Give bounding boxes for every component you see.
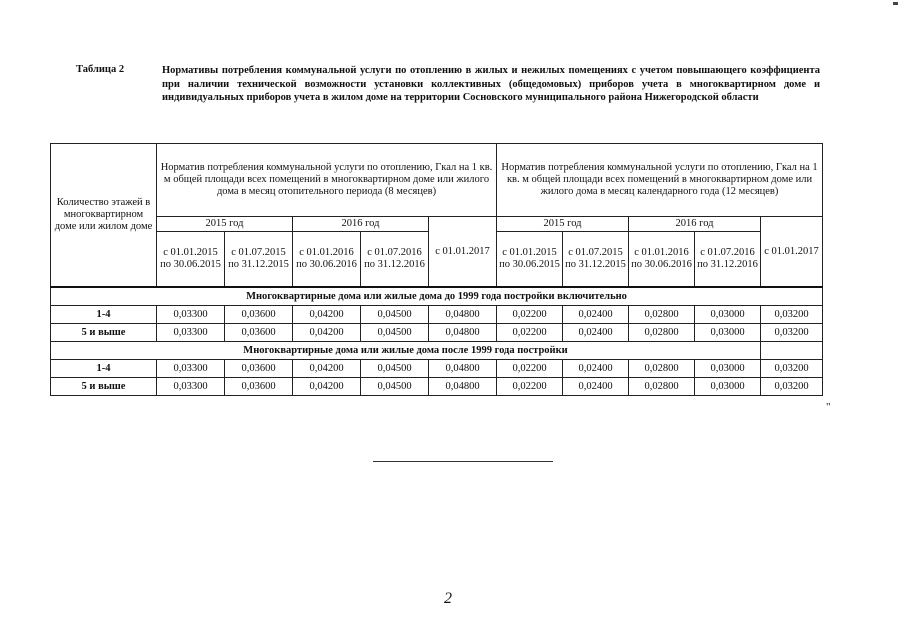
section-empty-cell (761, 342, 823, 360)
value-cell: 0,03300 (157, 378, 225, 396)
period-header: с 01.07.2016 по 31.12.2016 (361, 232, 429, 288)
period-header: с 01.01.2016 по 30.06.2016 (629, 232, 695, 288)
table-caption-label: Таблица 2 (76, 64, 125, 75)
value-cell: 0,03600 (225, 378, 293, 396)
floors-cell: 1-4 (51, 306, 157, 324)
period-2017-header-b: с 01.01.2017 (761, 217, 823, 288)
floors-cell: 5 и выше (51, 378, 157, 396)
value-cell: 0,02800 (629, 378, 695, 396)
value-cell: 0,04500 (361, 378, 429, 396)
header-row-years (51, 217, 823, 232)
value-cell: 0,02800 (629, 306, 695, 324)
value-cell: 0,03000 (695, 360, 761, 378)
section-title-before-1999: Многоквартирные дома или жилые дома до 1999 года постройки включительно (51, 287, 823, 306)
header-row-main (51, 144, 823, 217)
table-caption-text: Нормативы потребления коммунальной услуги по отоплению в жилых и нежилых помещениях с учетом повышающего коэффициента при наличии технической возможности установки коллективных (общедомовых) приборов учета в многоквартирном доме и индивидуальных приборов учета в жилом доме на территории Сосновского муниципального района Нижегородской области (162, 65, 820, 103)
closing-quote-mark: " (826, 401, 831, 413)
value-cell: 0,04200 (293, 306, 361, 324)
value-cell: 0,03200 (761, 378, 823, 396)
table-row (51, 360, 823, 378)
value-cell: 0,03600 (225, 324, 293, 342)
value-cell: 0,04500 (361, 360, 429, 378)
section-row-before-1999 (51, 287, 823, 306)
value-cell: 0,02800 (629, 360, 695, 378)
value-cell: 0,03300 (157, 360, 225, 378)
value-cell: 0,02200 (497, 360, 563, 378)
floors-column-header: Количество этажей в многоквартирном доме или жилом доме (51, 144, 157, 288)
value-cell: 0,03200 (761, 324, 823, 342)
period-header: с 01.07.2015 по 31.12.2015 (225, 232, 293, 288)
value-cell: 0,03200 (761, 360, 823, 378)
value-cell: 0,04200 (293, 324, 361, 342)
value-cell: 0,02200 (497, 378, 563, 396)
floors-cell: 1-4 (51, 360, 157, 378)
page-number: 2 (444, 590, 452, 607)
value-cell: 0,04500 (361, 306, 429, 324)
value-cell: 0,02200 (497, 324, 563, 342)
value-cell: 0,03300 (157, 306, 225, 324)
heating-season-group-header: Норматив потребления коммунальной услуги по отоплению, Гкал на 1 кв. м общей площади всех помещений в многоквартирном доме или жилого дома в месяц отопительного периода (8 месяцев) (157, 144, 497, 217)
value-cell: 0,02400 (563, 360, 629, 378)
value-cell: 0,03000 (695, 378, 761, 396)
table-row (51, 324, 823, 342)
value-cell: 0,03600 (225, 360, 293, 378)
section-row-after-1999 (51, 342, 823, 360)
heating-norms-table (50, 143, 823, 396)
period-header: с 01.07.2015 по 31.12.2015 (563, 232, 629, 288)
value-cell: 0,04800 (429, 324, 497, 342)
period-header: с 01.01.2015 по 30.06.2015 (497, 232, 563, 288)
period-header: с 01.01.2016 по 30.06.2016 (293, 232, 361, 288)
section-title-after-1999: Многоквартирные дома или жилые дома после 1999 года постройки (51, 342, 761, 360)
year-2016-header-a: 2016 год (293, 217, 429, 232)
value-cell: 0,04800 (429, 306, 497, 324)
value-cell: 0,04500 (361, 324, 429, 342)
separator-line (373, 461, 553, 462)
table-row (51, 378, 823, 396)
period-header: с 01.01.2015 по 30.06.2015 (157, 232, 225, 288)
floors-cell: 5 и выше (51, 324, 157, 342)
value-cell: 0,03300 (157, 324, 225, 342)
value-cell: 0,04800 (429, 360, 497, 378)
value-cell: 0,04200 (293, 378, 361, 396)
value-cell: 0,02400 (563, 378, 629, 396)
value-cell: 0,03600 (225, 306, 293, 324)
calendar-year-group-header: Норматив потребления коммунальной услуги по отоплению, Гкал на 1 кв. м общей площади всех помещений в многоквартирном доме или жилого дома в месяц календарного года (12 месяцев) (497, 144, 823, 217)
value-cell: 0,04200 (293, 360, 361, 378)
value-cell: 0,03200 (761, 306, 823, 324)
period-header: с 01.07.2016 по 31.12.2016 (695, 232, 761, 288)
year-2015-header-b: 2015 год (497, 217, 629, 232)
year-2016-header-b: 2016 год (629, 217, 761, 232)
table-row (51, 306, 823, 324)
value-cell: 0,02800 (629, 324, 695, 342)
value-cell: 0,03000 (695, 306, 761, 324)
period-2017-header-a: с 01.01.2017 (429, 217, 497, 288)
value-cell: 0,02400 (563, 306, 629, 324)
value-cell: 0,03000 (695, 324, 761, 342)
scan-corner-mark (893, 2, 898, 5)
value-cell: 0,02200 (497, 306, 563, 324)
year-2015-header-a: 2015 год (157, 217, 293, 232)
value-cell: 0,04800 (429, 378, 497, 396)
value-cell: 0,02400 (563, 324, 629, 342)
